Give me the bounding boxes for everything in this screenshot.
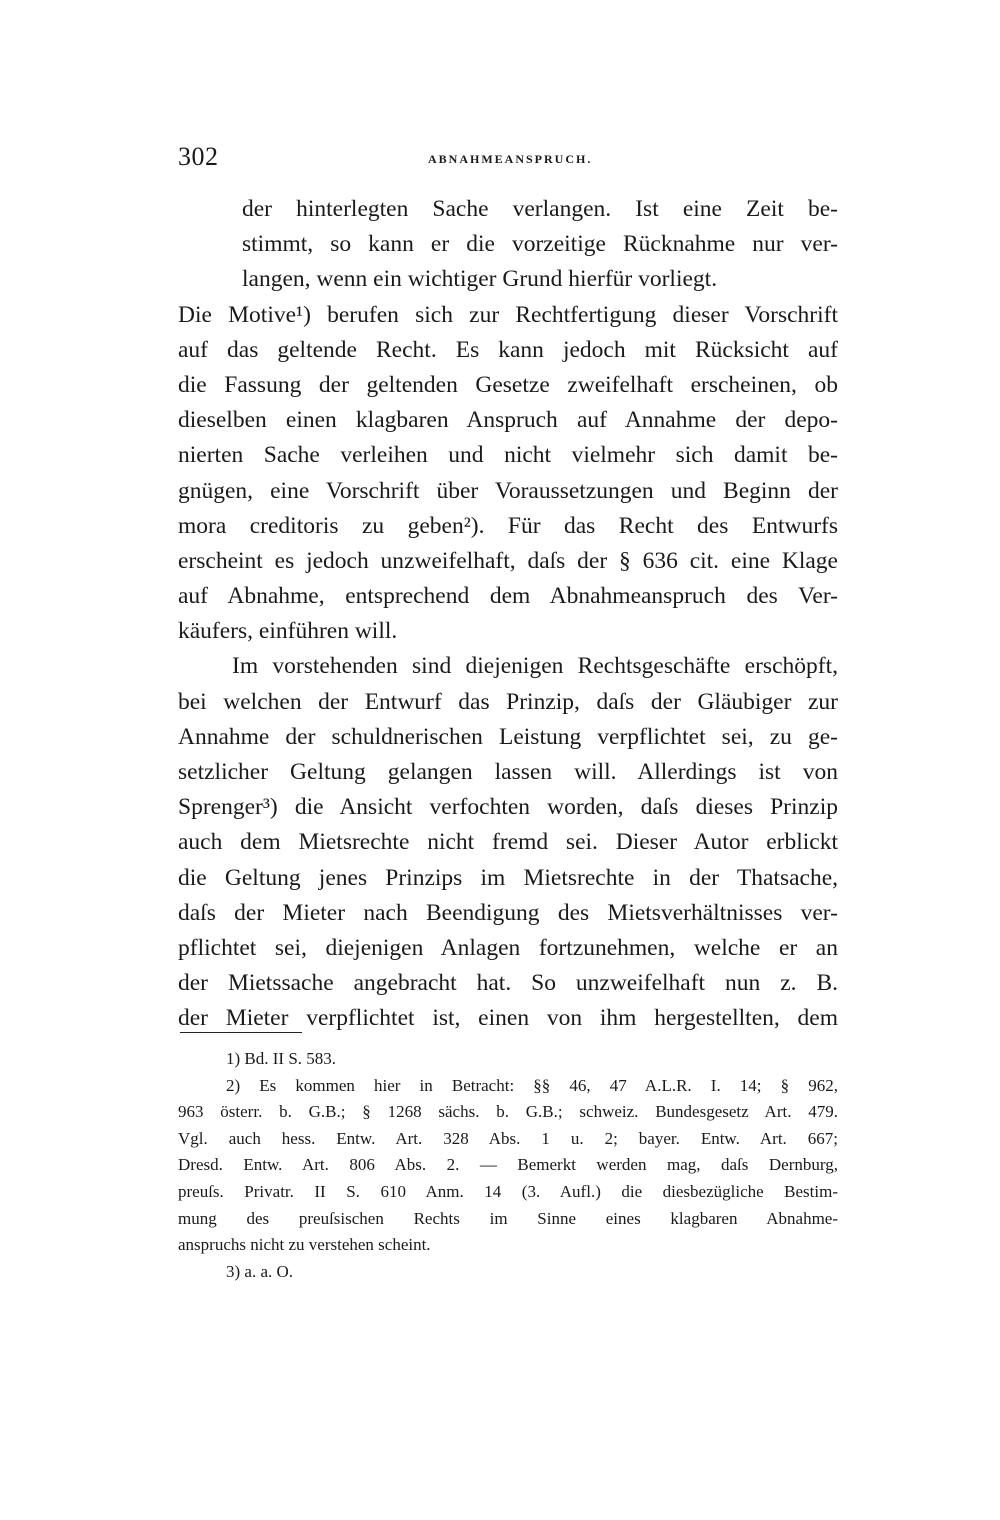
footnote-line: mung des preuſsischen Rechts im Sinne eines klagbaren Abnahme-	[178, 1208, 838, 1228]
footnote-line: anspruchs nicht zu verstehen scheint.	[178, 1235, 431, 1255]
text-line: Im vorstehenden sind diejenigen Rechtsgeschäfte erschöpft,	[232, 653, 838, 680]
footnote-line: Dresd. Entw. Art. 806 Abs. 2. — Bemerkt werden mag, daſs Dernburg,	[178, 1155, 838, 1175]
text-line: Sprenger³) die Ansicht verfochten worden, daſs dieses Prinzip	[178, 794, 838, 821]
text-line: bei welchen der Entwurf das Prinzip, daſs der Gläubiger zur	[178, 688, 838, 715]
text-line: Annahme der schuldnerischen Leistung verpflichtet sei, zu ge-	[178, 723, 838, 750]
text-line: gnügen, eine Vorschrift über Voraussetzungen und Beginn der	[178, 477, 838, 504]
text-line: auf Abnahme, entsprechend dem Abnahmeanspruch des Ver-	[178, 583, 838, 610]
text-line: langen, wenn ein wichtiger Grund hierfür vorliegt.	[242, 266, 718, 293]
footnote-line: preuſs. Privatr. II S. 610 Anm. 14 (3. Aufl.) die diesbezügliche Bestim-	[178, 1181, 838, 1201]
text-line: auch dem Mietsrechte nicht fremd sei. Dieser Autor erblickt	[178, 829, 838, 856]
text-line: dieselben einen klagbaren Anspruch auf Annahme der depo-	[178, 407, 838, 434]
text-line: käufers, einführen will.	[178, 618, 398, 645]
text-line: der Mietssache angebracht hat. So unzweifelhaft nun z. B.	[178, 970, 838, 997]
text-line: nierten Sache verleihen und nicht vielmehr sich damit be-	[178, 442, 838, 469]
text-line: die Fassung der geltenden Gesetze zweifelhaft erscheinen, ob	[178, 371, 838, 398]
text-line: Die Motive¹) berufen sich zur Rechtfertigung dieser Vorschrift	[178, 301, 838, 328]
text-line: die Geltung jenes Prinzips im Mietsrechte in der Thatsache,	[178, 864, 838, 891]
running-head: ABNAHMEANSPRUCH.	[428, 152, 593, 166]
text-line: daſs der Mieter nach Beendigung des Mietsverhältnisses ver-	[178, 899, 838, 926]
footnote-separator	[180, 1032, 302, 1033]
text-line: stimmt, so kann er die vorzeitige Rücknahme nur ver-	[242, 231, 838, 258]
text-line: pflichtet sei, diejenigen Anlagen fortzunehmen, welche er an	[178, 934, 838, 961]
body-text	[178, 192, 838, 1037]
text-line: mora creditoris zu geben²). Für das Recht des Entwurfs	[178, 512, 838, 539]
footnote-line: 963 österr. b. G.B.; § 1268 sächs. b. G.B.; schweiz. Bundesgesetz Art. 479.	[178, 1102, 838, 1122]
text-line: auf das geltende Recht. Es kann jedoch mit Rücksicht auf	[178, 336, 838, 363]
footnote-line: 1) Bd. II S. 583.	[226, 1049, 337, 1068]
text-line: erscheint es jedoch unzweifelhaft, daſs der § 636 cit. eine Klage	[178, 547, 838, 574]
text-line: der Mieter verpflichtet ist, einen von ihm hergestellten, dem	[178, 1005, 838, 1032]
footnote-line: Vgl. auch hess. Entw. Art. 328 Abs. 1 u. 2; bayer. Entw. Art. 667;	[178, 1128, 838, 1148]
text-line: setzlicher Geltung gelangen lassen will. Allerdings ist von	[178, 759, 838, 785]
footnote-line: 2) Es kommen hier in Betracht: §§ 46, 47 A.L.R. I. 14; § 962,	[226, 1075, 838, 1095]
footnotes	[178, 1046, 838, 1285]
text-line: der hinterlegten Sache verlangen. Ist eine Zeit be-	[242, 196, 838, 222]
page-header	[178, 142, 838, 178]
footnote-line: 3) a. a. O.	[226, 1261, 294, 1281]
page-number: 302	[178, 142, 219, 171]
